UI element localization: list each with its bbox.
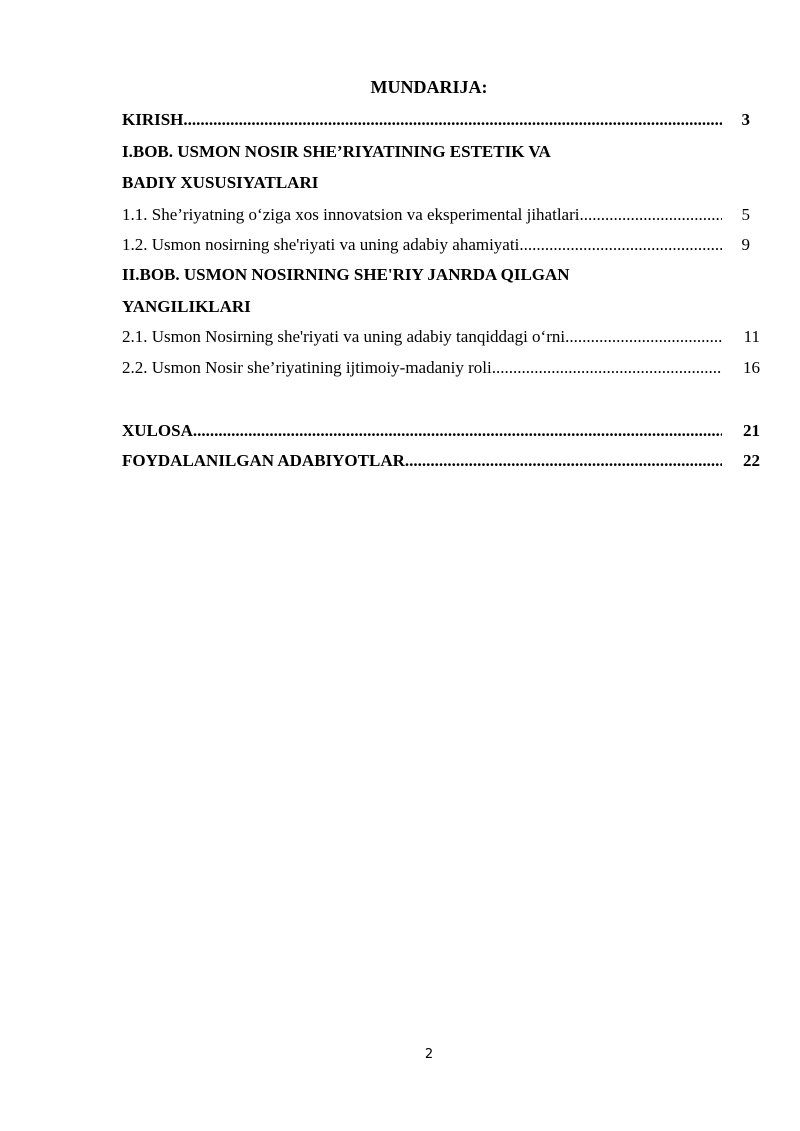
- toc-page-number: 11: [743, 327, 760, 346]
- toc-entry-kirish[interactable]: [122, 109, 760, 131]
- toc-entry-xulosa[interactable]: [122, 420, 760, 442]
- toc-leader-dots: [519, 234, 722, 256]
- toc-entry-2-2[interactable]: [122, 357, 760, 379]
- toc-leader-dots: [183, 109, 722, 131]
- toc-page-number: 5: [741, 205, 750, 224]
- toc-leader-dots: [492, 357, 722, 379]
- toc-leader-dots: [405, 450, 722, 472]
- toc-entry-1-1[interactable]: [122, 204, 760, 226]
- toc-entry-1-2[interactable]: [122, 234, 760, 256]
- toc-leader-dots: [193, 420, 722, 442]
- toc-label: XULOSA: [122, 421, 193, 440]
- toc-label: 1.1. She’riyatning o‘ziga xos innovatsion va eksperimental jihatlari: [122, 205, 580, 224]
- toc-entry-2-1[interactable]: [122, 326, 760, 348]
- toc-page-number: 9: [741, 235, 750, 254]
- chapter-heading-1-line-2[interactable]: BADIY XUSUSIYATLARI: [122, 173, 319, 192]
- toc-leader-dots: [565, 326, 722, 348]
- toc-page-number: 22: [743, 451, 760, 470]
- chapter-heading-1-line-1[interactable]: I.BOB. USMON NOSIR SHE’RIYATINING ESTETIK VA: [122, 142, 551, 161]
- toc-label: 2.1. Usmon Nosirning she'riyati va uning adabiy tanqiddagi o‘rni: [122, 327, 566, 346]
- toc-leader-dots: [579, 204, 722, 226]
- footer-page-number: 2: [424, 1047, 434, 1062]
- toc-label: FOYDALANILGAN ADABIYOTLAR: [122, 451, 405, 470]
- toc-label: 1.2. Usmon nosirning she'riyati va uning adabiy ahamiyati: [122, 235, 520, 254]
- page-title: MUNDARIJA:: [370, 77, 488, 97]
- chapter-heading-2-line-2[interactable]: YANGILIKLARI: [122, 297, 251, 316]
- toc-page-number: 3: [741, 110, 750, 129]
- toc-label: KIRISH: [122, 110, 184, 129]
- toc-entry-adabiyotlar[interactable]: [122, 450, 760, 472]
- toc-label: 2.2. Usmon Nosir she’riyatining ijtimoiy-madaniy roli: [122, 358, 492, 377]
- toc-page-number: 16: [743, 358, 760, 377]
- chapter-heading-2-line-1[interactable]: II.BOB. USMON NOSIRNING SHE'RIY JANRDA QILGAN: [122, 265, 570, 284]
- toc-page-number: 21: [743, 421, 760, 440]
